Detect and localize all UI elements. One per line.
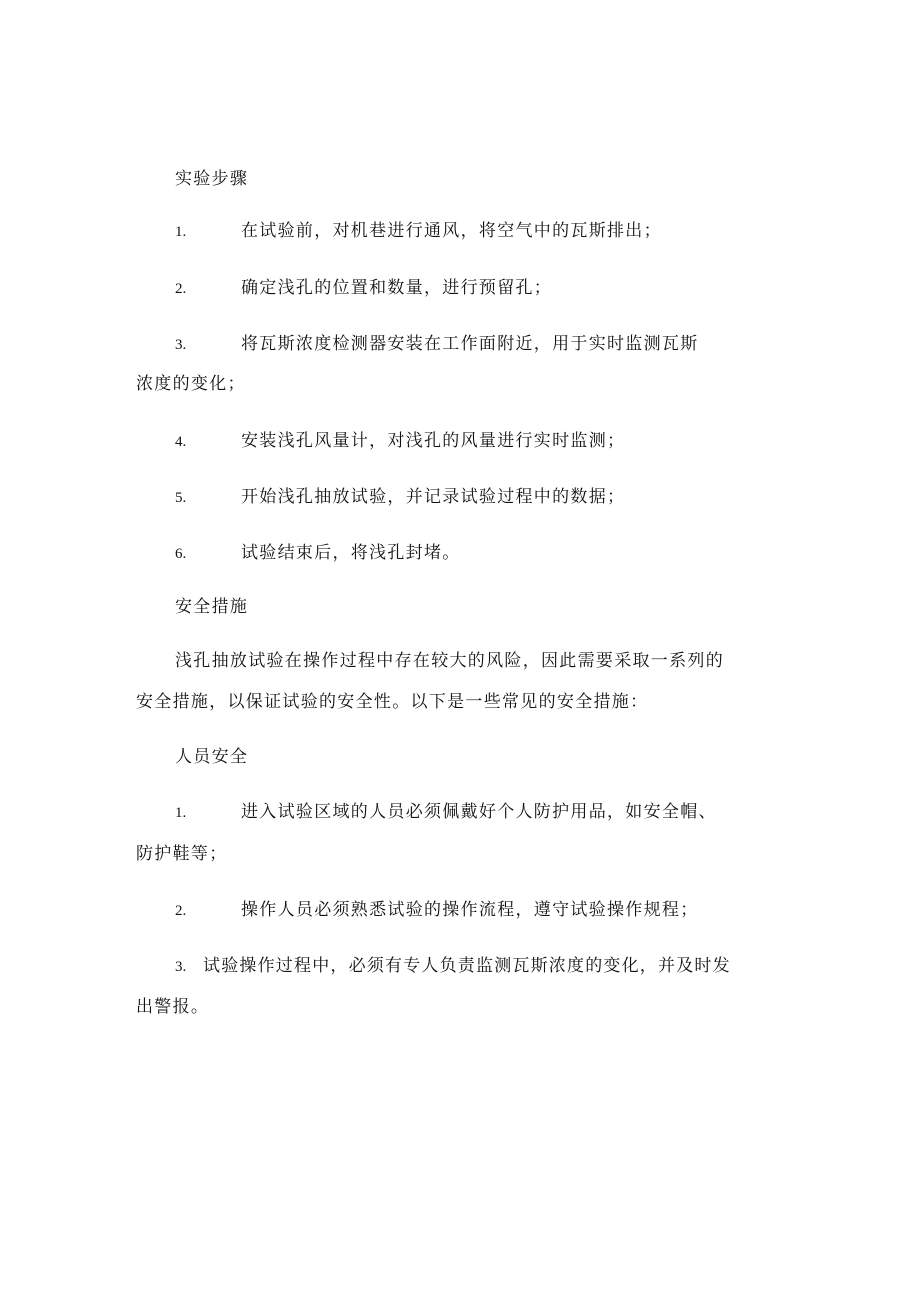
list-item-number: 3. bbox=[175, 337, 187, 353]
list-item-number: 2. bbox=[175, 903, 187, 919]
list-item-text: 确定浅孔的位置和数量，进行预留孔； bbox=[241, 278, 553, 298]
list-item-text: 安装浅孔风量计，对浅孔的风量进行实时监测； bbox=[241, 431, 626, 451]
list-item-text: 开始浅孔抽放试验，并记录试验过程中的数据； bbox=[241, 487, 626, 507]
list-item-text: 在试验前，对机巷进行通风，将空气中的瓦斯排出； bbox=[241, 221, 662, 241]
list-item-continuation: 浓度的变化； bbox=[136, 374, 246, 394]
list-item-number: 6. bbox=[175, 546, 187, 562]
list-item-continuation: 出警报。 bbox=[136, 997, 210, 1017]
list-item-text: 试验操作过程中，必须有专人负责监测瓦斯浓度的变化，并及时发 bbox=[203, 956, 731, 976]
section-heading-safety: 安全措施 bbox=[175, 597, 249, 617]
paragraph-line: 安全措施，以保证试验的安全性。以下是一些常见的安全措施： bbox=[136, 692, 649, 712]
list-item-text: 操作人员必须熟悉试验的操作流程，遵守试验操作规程； bbox=[241, 900, 699, 920]
list-item-number: 4. bbox=[175, 434, 187, 450]
list-item-text: 将瓦斯浓度检测器安装在工作面附近，用于实时监测瓦斯 bbox=[241, 334, 699, 354]
list-item-number: 5. bbox=[175, 490, 187, 506]
list-item-continuation: 防护鞋等； bbox=[136, 844, 228, 864]
list-item-number: 1. bbox=[175, 805, 187, 821]
list-item-number: 2. bbox=[175, 281, 187, 297]
list-item-number: 1. bbox=[175, 224, 187, 240]
section-heading-steps: 实验步骤 bbox=[175, 169, 249, 189]
list-item-text: 进入试验区域的人员必须佩戴好个人防护用品，如安全帽、 bbox=[241, 802, 717, 822]
list-item-number: 3. bbox=[175, 959, 187, 975]
section-heading-personnel: 人员安全 bbox=[175, 747, 249, 767]
paragraph-line: 浅孔抽放试验在操作过程中存在较大的风险，因此需要采取一系列的 bbox=[175, 651, 724, 671]
list-item-text: 试验结束后，将浅孔封堵。 bbox=[241, 543, 461, 563]
